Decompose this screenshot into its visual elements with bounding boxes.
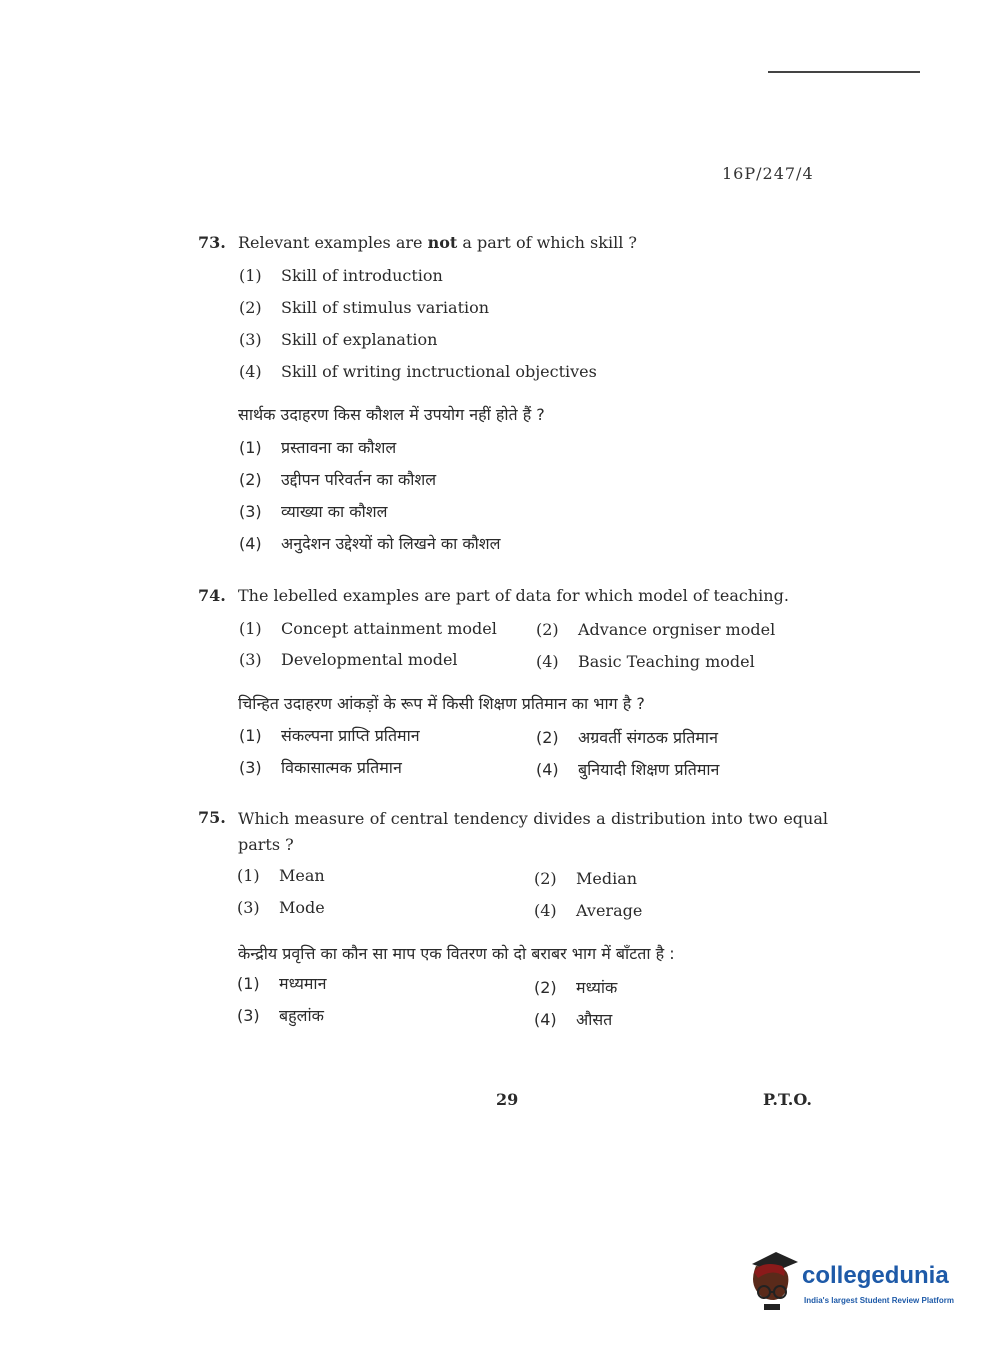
option-en — [237, 898, 325, 917]
option-number: (4) — [534, 1010, 557, 1029]
top-rule — [768, 71, 920, 73]
option-hi — [534, 976, 617, 998]
option-text: Skill of stimulus variation — [281, 298, 490, 317]
option-number: (3) — [237, 1006, 260, 1025]
option-number: (3) — [239, 650, 262, 669]
option-hi — [534, 1008, 612, 1030]
option-text: विकासात्मक प्रतिमान — [281, 758, 402, 777]
option-text: उद्दीपन परिवर्तन का कौशल — [281, 470, 437, 489]
option-hi — [239, 436, 396, 458]
option-en — [536, 652, 755, 671]
option-number: (4) — [534, 901, 557, 920]
option-number: (3) — [239, 502, 262, 521]
option-text: Developmental model — [281, 650, 458, 669]
option-text: Mean — [279, 866, 325, 885]
option-text: Median — [576, 869, 638, 888]
option-number: (2) — [534, 978, 557, 997]
question-text-hindi: चिन्हित उदाहरण आंकड़ों के रूप में किसी शिक्षण प्रतिमान का भाग है ? — [238, 694, 645, 713]
option-text: व्याख्या का कौशल — [281, 502, 388, 521]
option-hi — [239, 756, 402, 778]
option-text: अग्रवर्ती संगठक प्रतिमान — [578, 728, 718, 747]
option-en — [239, 330, 437, 349]
option-en — [237, 866, 325, 885]
option-number: (2) — [534, 869, 557, 888]
option-number: (3) — [239, 330, 262, 349]
option-hi — [536, 726, 718, 748]
option-number: (4) — [536, 652, 559, 671]
option-number: (1) — [239, 619, 262, 638]
logo-brand: collegedunia — [802, 1262, 949, 1289]
option-text: Mode — [279, 898, 325, 917]
option-text: औसत — [576, 1010, 613, 1029]
logo-tagline: India's largest Student Review Platform — [804, 1296, 954, 1305]
option-number: (1) — [239, 726, 262, 745]
option-text: Skill of explanation — [281, 330, 438, 349]
option-hi — [237, 972, 326, 994]
option-text: मध्यमान — [279, 974, 327, 993]
page-number: 29 — [496, 1090, 519, 1109]
option-number: (2) — [536, 620, 559, 639]
option-hi — [239, 532, 501, 554]
option-number: (1) — [239, 266, 262, 285]
option-en — [239, 650, 458, 669]
question-text — [238, 233, 637, 252]
question-number: 73. — [198, 233, 226, 252]
option-hi — [237, 1004, 324, 1026]
question-text-bold: not — [427, 233, 458, 252]
option-number: (3) — [237, 898, 260, 917]
option-en — [239, 298, 489, 317]
option-text: बुनियादी शिक्षण प्रतिमान — [578, 760, 720, 779]
option-en — [239, 619, 497, 638]
option-hi — [239, 724, 420, 746]
option-hi — [536, 758, 719, 780]
pto-label: P.T.O. — [763, 1090, 812, 1109]
option-en — [239, 266, 443, 285]
option-text: मध्यांक — [576, 978, 618, 997]
question-number: 75. — [198, 808, 226, 827]
option-number: (1) — [237, 866, 260, 885]
option-number: (4) — [536, 760, 559, 779]
option-number: (2) — [239, 298, 262, 317]
option-text: Skill of writing inctructional objectives — [281, 362, 597, 381]
option-text: Advance orgniser model — [578, 620, 776, 639]
question-text-part: Relevant examples are — [238, 233, 428, 252]
option-en — [534, 869, 637, 888]
question-text: The lebelled examples are part of data for which model of teaching. — [238, 586, 789, 605]
collegedunia-logo — [742, 1250, 972, 1320]
option-number: (2) — [239, 470, 262, 489]
option-hi — [239, 468, 436, 490]
option-hi — [239, 500, 387, 522]
option-text: बहुलांक — [279, 1006, 324, 1025]
question-number: 74. — [198, 586, 226, 605]
option-text: प्रस्तावना का कौशल — [281, 438, 397, 457]
option-number: (4) — [239, 362, 262, 381]
option-number: (3) — [239, 758, 262, 777]
option-number: (4) — [239, 534, 262, 553]
option-en — [239, 362, 597, 381]
option-text: अनुदेशन उद्देश्यों को लिखने का कौशल — [281, 534, 501, 553]
question-text: Which measure of central tendency divides a distribution into two equal parts ? — [238, 809, 828, 854]
question-text-hindi: केन्द्रीय प्रवृत्ति का कौन सा माप एक वितरण को दो बराबर भाग में बाँटता है : — [238, 944, 675, 963]
option-number: (1) — [237, 974, 260, 993]
option-text: Concept attainment model — [281, 619, 497, 638]
option-en — [536, 620, 775, 639]
option-number: (1) — [239, 438, 262, 457]
paper-code: 16P/247/4 — [722, 164, 814, 183]
question-text-part: a part of which skill ? — [457, 233, 637, 252]
option-text: Basic Teaching model — [578, 652, 755, 671]
option-en — [534, 901, 642, 920]
question-text-hindi: सार्थक उदाहरण किस कौशल में उपयोग नहीं होते हैं ? — [238, 405, 545, 424]
option-number: (2) — [536, 728, 559, 747]
option-text: Average — [576, 901, 643, 920]
option-text: संकल्पना प्राप्ति प्रतिमान — [281, 726, 420, 745]
option-text: Skill of introduction — [281, 266, 443, 285]
mascot-icon — [742, 1250, 800, 1314]
